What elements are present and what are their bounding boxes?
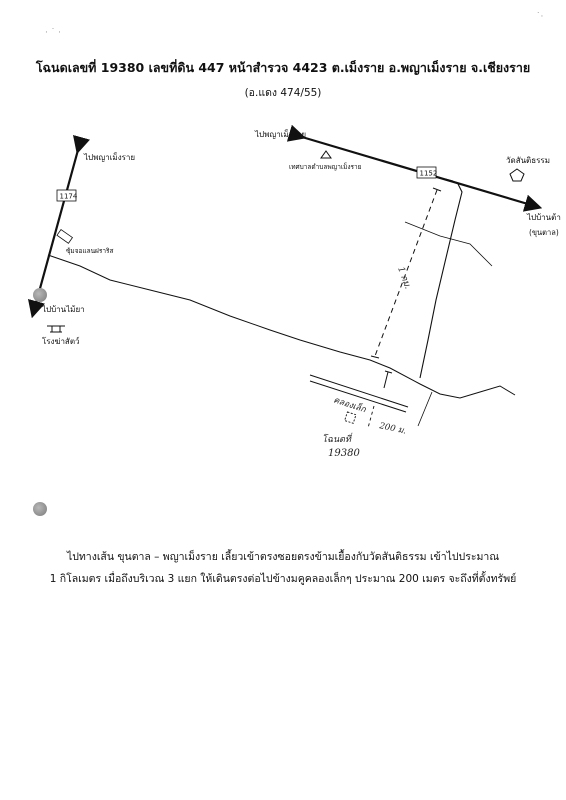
plot-number-label: 19380: [328, 448, 360, 459]
plot-marker: [345, 412, 356, 423]
scan-speck-corner: ˙‧: [536, 12, 544, 22]
binder-hole-bottom: [33, 502, 47, 516]
canal-label: คลองเล็ก: [332, 395, 367, 416]
canal-junction-stem: [384, 372, 388, 388]
scan-speck-top: · ˙ ·: [45, 28, 61, 38]
slaughterhouse-label: โรงฆ่าสัตว์: [42, 337, 80, 346]
local-road-line: [48, 255, 515, 398]
one-km-label: 1 กม.: [395, 265, 413, 291]
municipality-icon: [321, 151, 331, 158]
road-1174-label: 1174: [59, 192, 78, 201]
page-subtitle: (อ.แดง 474/55): [244, 87, 322, 99]
bus-shelter-label: ซุ้มจอแลนฝราริส: [66, 247, 114, 255]
directions-line-2: 1 กิโลเมตร เมื่อถึงบริเวณ 3 แยก ให้เดินตรงต่อไปข้างมคูคลองเล็กๆ ประมาณ 200 เมตร จะถึงที่ตั้งทรัพย์: [49, 573, 517, 585]
slaughterhouse-icon: [47, 326, 65, 332]
to-ban-thao-label: ไปบ้านต้า: [527, 213, 561, 222]
page-title: โฉนดเลขที่ 19380 เลขที่ดิน 447 หน้าสำรวจ 4423 ต.เม็งราย อ.พญาเม็งราย จ.เชียงราย: [35, 60, 531, 75]
directions-line-1: ไปทางเส้น ขุนตาล – พญาเม็งราย เลี้ยวเข้าตรงซอยตรงข้ามเยื้องกับวัดสันติธรรม เข้าไปประมาณ: [66, 551, 500, 563]
bus-shelter-icon: [57, 230, 72, 244]
soi-road-line: [420, 184, 462, 378]
canal-junction-mark: [385, 371, 392, 373]
crossing-path: [405, 222, 492, 266]
to-phaya-top-label: ไปพญาเม็งราย: [255, 130, 307, 139]
to-phaya-left-label: ไปพญาเม็งราย: [84, 153, 136, 162]
khun-tan-label: (ขุนตาล): [529, 228, 559, 237]
road-1152-label: 1152: [419, 169, 438, 178]
two-hundred-m-dashed: [368, 406, 374, 428]
plot-label: โฉนดที่: [322, 435, 351, 445]
binder-hole-top: [33, 288, 47, 302]
one-km-tick-bottom: [371, 356, 379, 358]
two-hundred-m-label: 200 ม.: [378, 421, 408, 437]
to-ban-maiya-label: ไปบ้านไม้ยา: [42, 305, 85, 314]
municipality-label: เทศบาลตำบลพญาเม็งราย: [289, 163, 362, 171]
wat-label: วัดสันติธรรม: [506, 156, 550, 165]
side-road-line: [418, 392, 432, 426]
wat-pentagon-icon: [510, 169, 524, 181]
